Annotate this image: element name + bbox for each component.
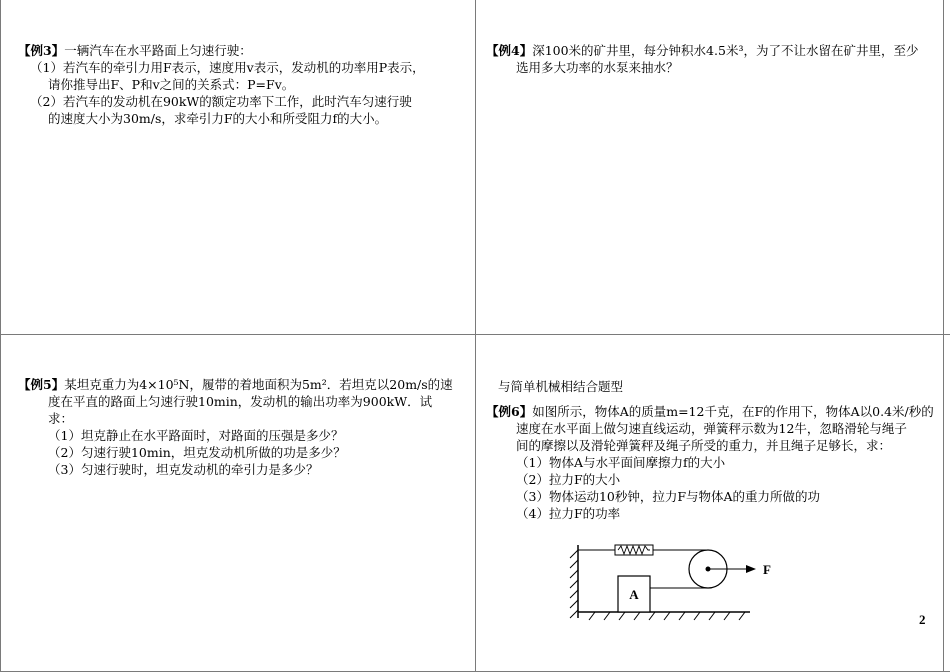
example-3-sub1-line2: 请你推导出F、P和v之间的关系式：P=Fv。 <box>48 77 295 92</box>
example-4-line2: 选用多大功率的水泵来抽水？ <box>516 60 679 75</box>
example-3-stem: 一辆汽车在水平路面上匀速行驶： <box>64 43 252 58</box>
example-5-line3: 求： <box>48 411 74 426</box>
floor-hatching <box>589 612 745 620</box>
block-a-label: A <box>629 587 639 602</box>
example-5-sub1: （1）坦克静止在水平路面时，对路面的压强是多少？ <box>48 428 344 443</box>
example-6-sub4: （4）拉力F的功率 <box>516 506 621 521</box>
force-arrowhead-icon <box>746 565 756 573</box>
example-3-tag: 【例3】 <box>18 43 65 58</box>
example-5-sub2: （2）匀速行驶10min，坦克发动机所做的功是多少？ <box>48 445 346 460</box>
example-6 <box>486 378 941 522</box>
force-label: F <box>763 562 771 577</box>
example-5-tag: 【例5】 <box>18 377 65 392</box>
example-5-sub3: （3）匀速行驶时，坦克发动机的牵引力是多少？ <box>48 462 319 477</box>
page-border-left <box>0 0 1 672</box>
page-border-right <box>943 0 944 672</box>
example-3-sub2-line2: 的速度大小为30m/s，求牵引力F的大小和所受阻力f的大小。 <box>48 111 388 126</box>
example-4 <box>486 42 941 76</box>
example-5 <box>18 376 468 478</box>
example-6-line3: 间的摩擦以及滑轮弹簧秤及绳子所受的重力，并且绳子足够长，求： <box>516 438 892 453</box>
section-heading: 与简单机械相结合题型 <box>498 379 624 394</box>
horizontal-divider <box>0 334 950 335</box>
left-wall-hatching <box>570 550 578 618</box>
example-5-line2: 度在平直的路面上匀速行驶10min，发动机的输出功率为900kW．试 <box>48 394 433 409</box>
example-5-line1: 某坦克重力为4×10⁵N，履带的着地面积为5m²．若坦克以20m/s的速 <box>64 377 453 392</box>
example-6-sub1: （1）物体A与水平面间摩擦力f的大小 <box>516 455 726 470</box>
example-3-sub2-line1: （2）若汽车的发动机在90kW的额定功率下工作，此时汽车匀速行驶 <box>30 94 412 109</box>
example-6-line2: 速度在水平面上做匀速直线运动，弹簧秤示数为12牛，忽略滑轮与绳子 <box>516 421 907 436</box>
pulley-diagram <box>560 540 800 630</box>
page-number: 2 <box>919 612 926 627</box>
example-6-sub3: （3）物体运动10秒钟，拉力F与物体A的重力所做的功 <box>516 489 821 504</box>
example-6-line1: 如图所示，物体A的质量m=12千克，在F的作用下，物体A以0.4米/秒的 <box>532 404 934 419</box>
example-3 <box>18 42 468 127</box>
example-4-tag: 【例4】 <box>486 43 533 58</box>
vertical-divider <box>475 0 476 672</box>
example-3-sub1-line1: （1）若汽车的牵引力用F表示，速度用v表示，发动机的功率用P表示， <box>30 60 425 75</box>
example-4-line1: 深100米的矿井里，每分钟积水4.5米³，为了不让水留在矿井里，至少 <box>532 43 919 58</box>
example-6-tag: 【例6】 <box>486 404 533 419</box>
example-6-sub2: （2）拉力F的大小 <box>516 472 621 487</box>
